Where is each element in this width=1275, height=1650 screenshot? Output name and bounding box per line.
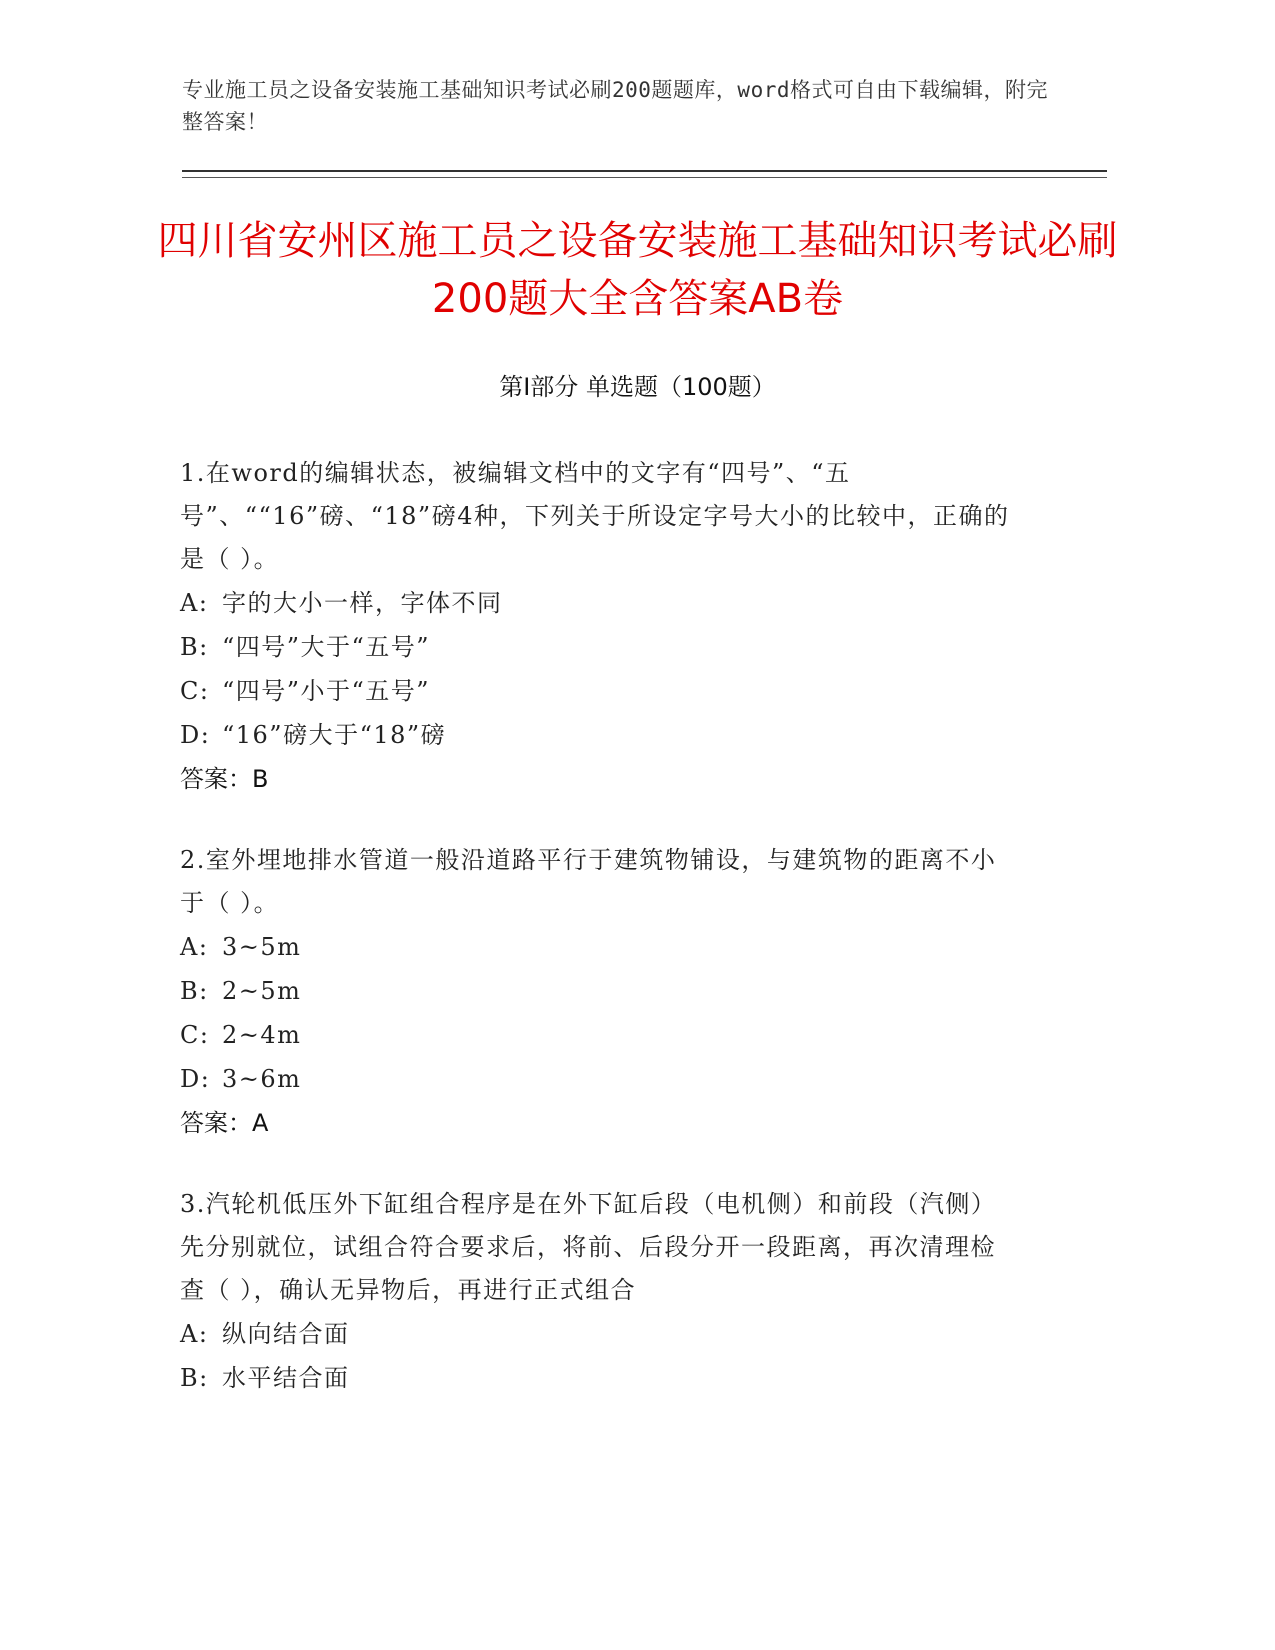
question-stem: 3.汽轮机低压外下缸组合程序是在外下缸后段（电机侧）和前段（汽侧）先分别就位，试组合符合要求后，将前、后段分开一段距离，再次清理检查（ ），确认无异物后，再进行正式组合 — [180, 1190, 997, 1304]
option-text: 字的大小一样，字体不同 — [222, 589, 503, 617]
option-text: 2~4m — [222, 1021, 302, 1049]
option-key: B: — [180, 1364, 209, 1392]
option-a — [180, 925, 1020, 969]
answer-line: 答案：A — [180, 1109, 269, 1137]
option-text: 水平结合面 — [222, 1364, 350, 1392]
answer-line: 答案：B — [180, 765, 269, 793]
option-text: “四号”小于“五号” — [222, 677, 431, 705]
option-key: C: — [180, 677, 210, 705]
option-b — [180, 1356, 1020, 1400]
section-title: 第Ⅰ部分 单选题（100题） — [499, 373, 776, 401]
option-key: D: — [180, 721, 211, 749]
option-key: B: — [180, 633, 209, 661]
option-c — [180, 1013, 1020, 1057]
question-list — [180, 452, 1020, 1438]
question-2 — [180, 839, 1020, 1145]
option-key: B: — [180, 977, 209, 1005]
option-d — [180, 1057, 1020, 1101]
header-divider-thin — [182, 177, 1107, 178]
option-a — [180, 1312, 1020, 1356]
option-c — [180, 669, 1020, 713]
header-divider-thick — [182, 170, 1107, 172]
question-stem: 1.在word的编辑状态，被编辑文档中的文字有“四号”、“五号”、““16”磅、“18”磅4种，下列关于所设定字号大小的比较中，正确的是（ ）。 — [180, 459, 1010, 573]
option-key: A: — [180, 933, 209, 961]
option-key: D: — [180, 1065, 211, 1093]
option-a — [180, 581, 1020, 625]
option-text: 纵向结合面 — [222, 1320, 350, 1348]
option-d — [180, 713, 1020, 757]
option-key: C: — [180, 1021, 210, 1049]
option-text: “16”磅大于“18”磅 — [222, 721, 447, 749]
option-key: A: — [180, 589, 209, 617]
option-text: “四号”大于“五号” — [222, 633, 431, 661]
header-note: 专业施工员之设备安装施工基础知识考试必刷200题题库，word格式可自由下载编辑，附完整答案！ — [182, 78, 1048, 134]
option-text: 3~5m — [222, 933, 302, 961]
question-3 — [180, 1183, 1020, 1400]
question-stem: 2.室外埋地排水管道一般沿道路平行于建筑物铺设，与建筑物的距离不小于（ ）。 — [180, 846, 997, 917]
option-key: A: — [180, 1320, 209, 1348]
option-b — [180, 625, 1020, 669]
option-b — [180, 969, 1020, 1013]
option-text: 3~6m — [222, 1065, 302, 1093]
question-1 — [180, 452, 1020, 801]
option-text: 2~5m — [222, 977, 302, 1005]
document-title: 四川省安州区施工员之设备安装施工基础知识考试必刷200题大全含答案AB卷 — [157, 218, 1118, 322]
